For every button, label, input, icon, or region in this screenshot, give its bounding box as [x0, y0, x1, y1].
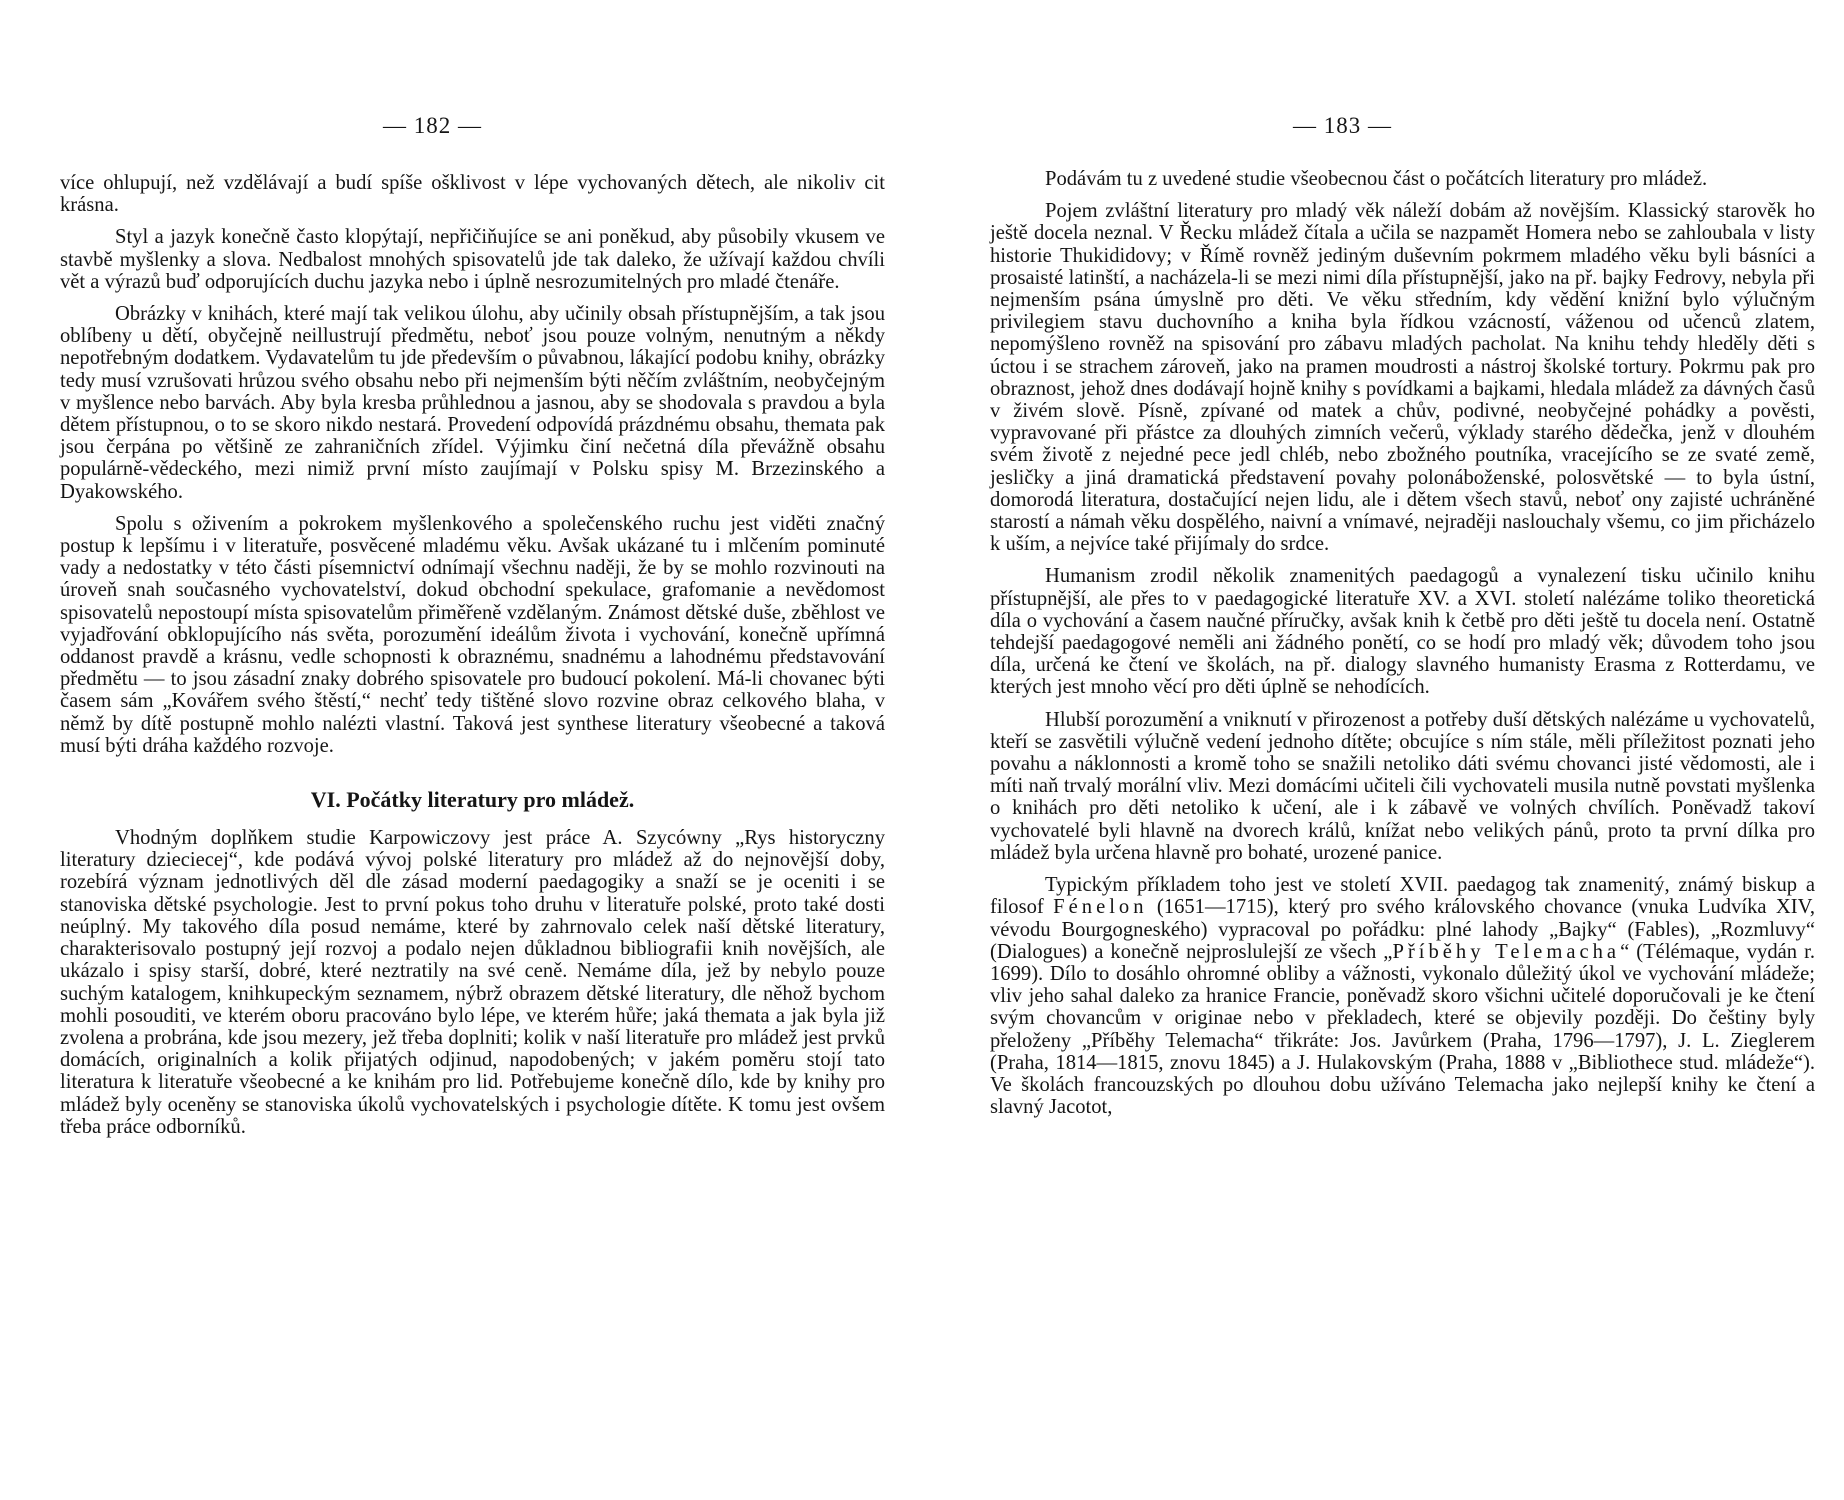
- page-number: — 182 —: [383, 113, 482, 138]
- paragraph: Vhodným doplňkem studie Karpowiczovy jest práce A. Szycówny „Rys historyczny literatury dzieciecej“, kde podává vývoj polské literatury pro mládež až do nejnovější doby, rozebírá význam jednotlivých děl dle zásad moderní paedagogiky a snaží se je oceniti i se stanoviska dětské psychologie. Jest to první pokus toho druhu v literatuře polské, proto také dosti neúplný. My takového díla posud nemáme, které by zahrnovalo celek naší dětské literatury, charakterisovalo postupný její rozvoj a podalo nejen důkladnou bibliografii knih novějších, ale ukázalo i spisy starší, dobré, které neztratily na své ceně. Nemáme díla, jež by nebylo pouze suchým katalogem, knihkupeckým seznamem, nýbrž obrazem dětské literatury, dle něhož bychom mohli posouditi, ve kterém oboru pracováno bylo lépe, ve kterém hůře; jaká themata a jak byla již zvolena a probrána, kde jsou mezery, jež třeba doplniti; kolik v naší literatuře pro mládež jest prvků domácích, originalních a kolik přijatých odjinud, napodobených; v jakém poměru stojí tato literatura k literatuře všeobecné a ke knihám pro lid. Potřebujeme konečně dílo, kde by knihy pro mládež byly oceněny se stanoviska úkolů vychovatelských i psychologie dítěte. K tomu jest ovšem třeba práce odborníků.: [60, 827, 885, 1138]
- book-gutter: [905, 0, 965, 1500]
- text-run: “ (Télémaque, vydán r. 1699). Dílo to dosáhlo ohromné obliby a vážnosti, vykonalo důležitý úkol ve vychování mládeže; vliv jeho sahal daleko za hranice Francie, poněvadž skoro všichni učitelé doporučovali je ke čtení svým chovancům v originae nebo v překladech, které se objevily později. Do češtiny byly přeloženy „Příběhy Telemacha“ třikráte: Jos. Javůrkem (Praha, 1796—1797), J. L. Zieglerem (Praha, 1814—1815, znovu 1845) a J. Hulakovským (Praha, 1888 v „Bibliothece stud. mládeže“). Ve školách francouzských po dlouhou dobu užíváno Telemacha jako nejlepší knihy ke čtení a slavný Jacotot,: [990, 940, 1815, 1119]
- paragraph: Styl a jazyk konečně často klopýtají, nepřičiňujíce se ani poněkud, aby působily vkusem ve stavbě myšlenky a slova. Nedbalost mnohých spisovatelů jde tak daleko, že užívají každou chvíli vět a výrazů buď odporujících duchu jazyka nebo i úplně nesrozumitelných pro mladé čtenáře.: [60, 226, 885, 293]
- text-run: Typickým příkladem toho jest ve století XVII. paedagog tak znamenitý, známý biskup a filosof: [990, 874, 1815, 919]
- left-page-text: [60, 172, 885, 1148]
- text-run: (1651—1715), který pro svého královského chovance (vnuka Ludvíka XIV, vévodu Bourgogneského) vypracoval po pořádku: plné lahody „Bajky“ (Fables), „Rozmluvy“ (Dialogues) a konečně nejproslulejší ze všech „: [990, 896, 1816, 963]
- paragraph: Hlubší porozumění a vniknutí v přirozenost a potřeby duší dětských nalézáme u vychovatelů, kteří se zasvětili výlučně vedení jednoho dítěte; obcujíce s ním stále, měli příležitost poznati jeho povahu a náklonnosti a kromě toho se snažili netoliko dáti svému chovanci jisté vědomosti, ale i míti naň trvalý morální vliv. Mezi domácími učiteli čili vychovateli musila nutně povstati myšlenka o knihách pro děti netoliko k učení, ale i k zábavě ve volných chvílích. Poněvadž takoví vychovatelé byli hlavně na dvorech králů, knížat nebo velikých pánů, proto ta první dílka pro mládež byla určena hlavně pro bohaté, urozené panice.: [990, 708, 1815, 864]
- paragraph: Pojem zvláštní literatury pro mladý věk náleží dobám až novějším. Klassický starověk ho ještě docela neznal. V Řecku mládež čítala a učila se nazpamět Homera nebo se zahloubala v listy historie Thukididovy; v Římě rovněž jediným duševním pokrmem mladého věku byli básníci a prosaisté latinští, a nacházela-li se mezi nimi díla přístupnější, jako na př. bajky Fedrovy, nebyla při nejmenším psána úmyslně pro děti. Ve věku středním, kdy vědění knižní bylo výlučným privilegiem stavu duchovního a kniha byla řídkou vzácností, váženou od učenců zlatem, nepomýšleno rovněž na spisování pro zábavu mladých pacholat. Na knihu tehdy hleděly děti s úctou i se strachem zároveň, jako na pramen moudrosti a nástroj školské tortury. Pokrmu pak pro obraznost, jehož dnes dodávají hojně knihy s povídkami a bajkami, hledala mládež za dávných časů v živém slově. Písně, zpívané od matek a chův, podivné, neobyčejné pohádky a pověsti, vypravované při přástce za dlouhých zimních večerů, výklady starého dědečka, jenž v dlouhém svém životě z nejedné pece jedl chléb, nebo zbožného poutníka, vracejícího se ze svaté země, jesličky a jiná dramatická představení povahy polonáboženské, polosvětské — to byla ústní, domorodá literatura, dostačující nejen lidu, ale i dětem všech stavů, neboť ony zajisté uchráněné starostí a námah věku dospělého, naivní a vnímavé, nejraději naslouchaly všemu, co jim přicházelo k uším, a nejvíce také přijímaly do srdce.: [990, 200, 1815, 556]
- paragraph: Humanism zrodil několik znamenitých paedagogů a vynalezení tisku učinilo knihu přístupnější, ale přes to v paedagogické literatuře XV. a XVI. století nalézáme toliko theoretická díla o vychování a časem naučné příručky, avšak knih k četbě pro děti ještě tu docela není. Ostatně tehdejší paedagogové neměli ani žádného ponětí, co se hodí pro mladý věk; důvodem toho jsou díla, určená ke čtení ve školách, na př. dialogy slavného humanisty Erasma z Rotterdamu, ve kterých jest mnoho věcí pro děti úplně se nehodících.: [990, 565, 1815, 699]
- page-number: — 183 —: [1293, 113, 1392, 138]
- paragraph: Spolu s oživením a pokrokem myšlenkového a společenského ruchu jest viděti značný postup k lepšímu i v literatuře, posvěcené mladému věku. Avšak ukázané tu i mlčením pominuté vady a nedostatky v této části písemnictví odnímají všechnu naději, že by se mohlo rozvinouti na úroveň snah současného vychovatelství, dokud obchodní spekulace, grafomanie a nevědomost spisovatelů nepostoupí místa spisovatelům přiměřeně vzdělaným. Známost dětské duše, zběhlost ve vyjadřování obklopujícího nás světa, porozumění ideálům života i vychování, konečně upřímná oddanost pravdě a krásnu, vedle schopnosti k obraznému, snadnému a lahodnému představování předmětu — to jsou zásadní znaky dobrého spisovatele pro budoucí pokolení. Má-li chovanec býti časem sám „Kovářem svého štěstí,“ nechť tedy tištěné slovo rozvine obraz celkového blaha, v němž by dítě postupně mohlo nalézti vlastní. Taková jest synthese literatury všeobecné a taková musí býti dráha každého rozvoje.: [60, 512, 885, 757]
- right-page: [990, 0, 1815, 1500]
- paragraph: Podávám tu z uvedené studie všeobecnou část o počátcích literatury pro mládež.: [1045, 168, 1708, 190]
- paragraph: Obrázky v knihách, které mají tak velikou úlohu, aby učinily obsah přístupnějším, a tak jsou oblíbeny u dětí, obyčejně neillustrují předmětu, neboť jsou pouze volným, nenutným a někdy nepotřebným dodatkem. Vydavatelům tu jde především o půvabnou, lákající podobu knihy, obrázky tedy musí vzrušovati hrůzou svého obsahu nebo při nejmenším býti něčím zvláštním, neobyčejným v myšlence nebo barvách. Aby byla kresba průhlednou a jasnou, aby se shodovala s pravdou a byla dětem přístupnou, o to se skoro nikdo nestará. Provedení odpovídá prázdnému obsahu, themata pak jsou čerpána po většině ze zahraničních zřídel. Výjimku činí nečetná díla převážně obsahu populárně-vědeckého, mezi nimiž první místo zaujímají v Polsku spisy M. Brzezinského a Dyakowského.: [60, 303, 885, 503]
- paragraph: [990, 874, 1815, 1118]
- right-page-text: [990, 168, 1815, 1128]
- spaced-title: Příběhy Telemacha: [1392, 940, 1621, 963]
- paragraph: více ohlupují, než vzdělávají a budí spíše ošklivost v lépe vychovaných dětech, ale nikoliv cit krásna.: [60, 172, 885, 217]
- section-heading: VI. Počátky literatury pro mládež.: [310, 787, 635, 813]
- spaced-name: Fénelon: [1053, 896, 1148, 919]
- left-page: [60, 0, 885, 1500]
